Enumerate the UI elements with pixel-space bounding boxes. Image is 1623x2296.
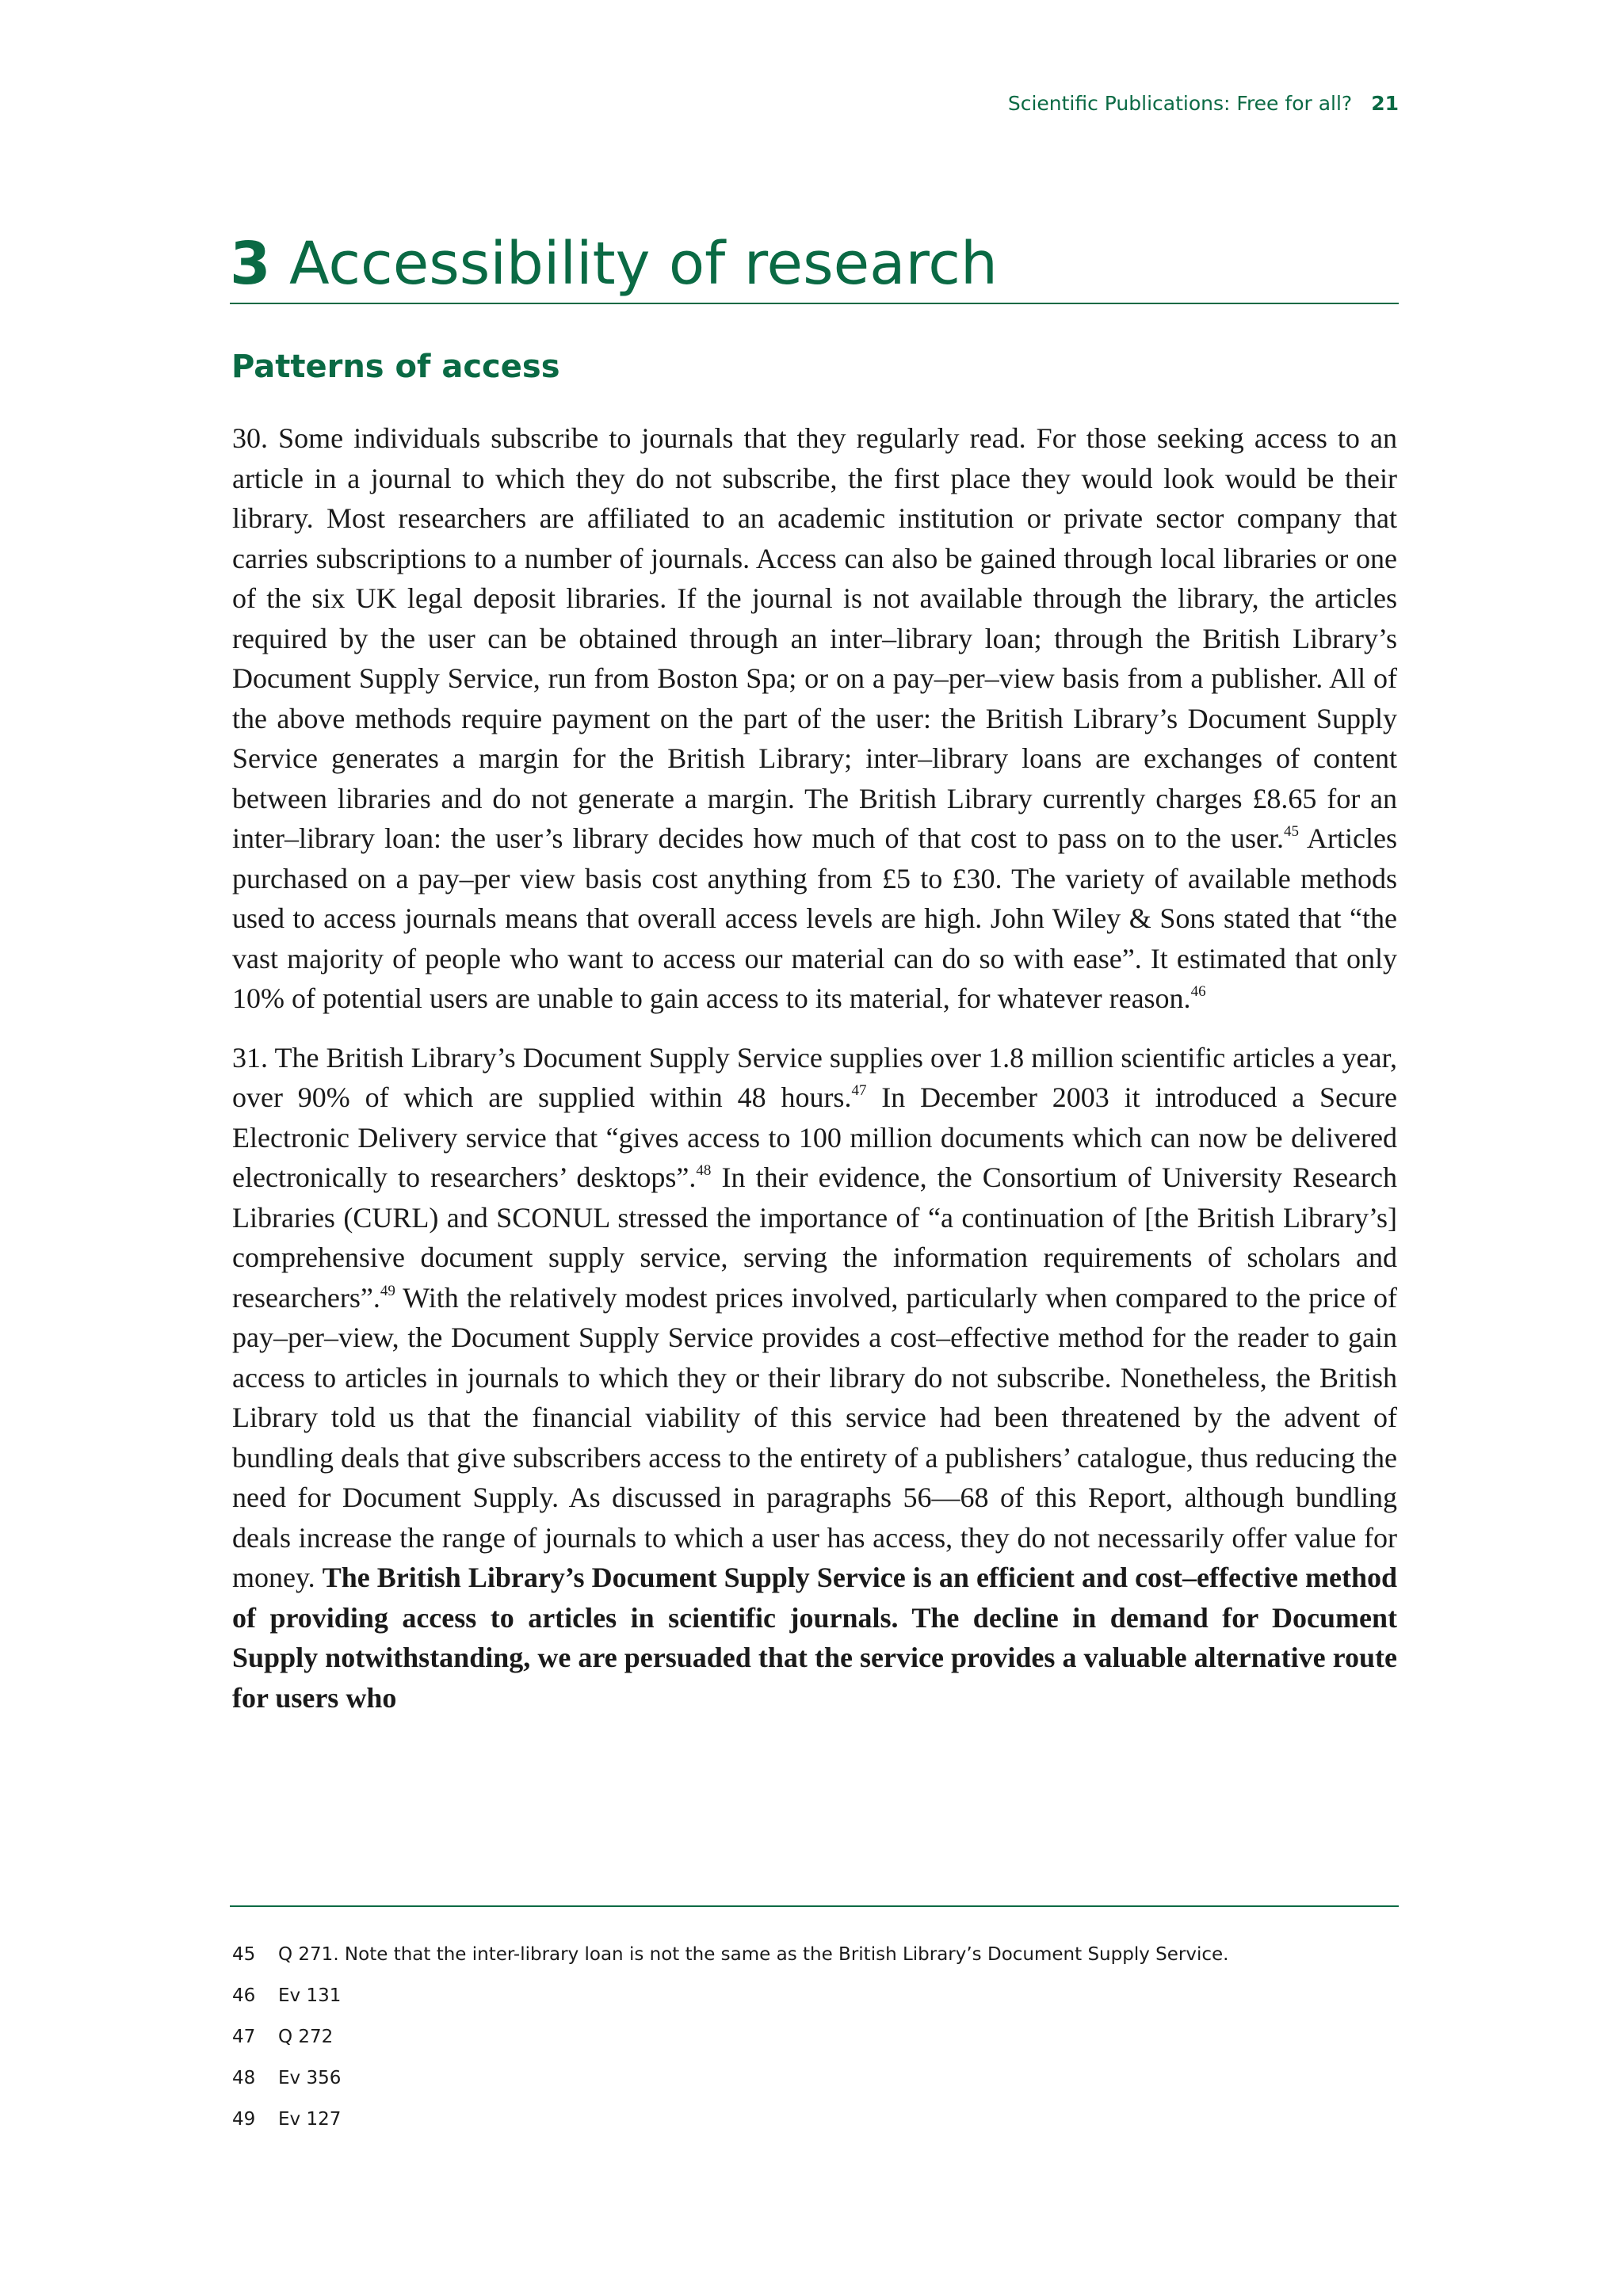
footnote-ref-49[interactable]: 49: [380, 1282, 395, 1299]
footnote-text: Q 272: [278, 2027, 334, 2047]
footnote-number: 48: [232, 2068, 256, 2088]
paragraph-31-text-a: 31. The British Library’s Document Supply Service supplies over 1.8 million scientific articles a year, over 90% of which are supplied within 48 hours.: [232, 1041, 1397, 1113]
footnote-ref-46[interactable]: 46: [1190, 983, 1206, 1000]
footnote-number: 49: [232, 2109, 256, 2130]
running-title: Scientific Publications: Free for all?: [1007, 92, 1353, 115]
footnote-text: Q 271. Note that the inter-library loan is not the same as the British Library’s Document Supply Service.: [278, 1944, 1229, 1965]
footnotes: [232, 1944, 1397, 2150]
paragraph-31-text-b: In December 2003 it introduced a Secure Electronic Delivery service that “gives access to 100 million documents which can now be delivered electronically to researchers’ desktops”.: [232, 1081, 1397, 1193]
paragraph-31-text-c: In their evidence, the Consortium of University Research Libraries (CURL) and SCONUL stressed the importance of “a continuation of [the British Library’s] comprehensive document supply service, serving the information requirements of scholars and researchers”.: [232, 1161, 1397, 1314]
section-heading: Patterns of access: [231, 349, 560, 385]
paragraph-30-text-a: 30. Some individuals subscribe to journals that they regularly read. For those seeking access to an article in a journal to which they do not subscribe, the first place they would look would be their library. Most researchers are affiliated to an academic institution or private sector company that carries subscriptions to a number of journals. Access can also be gained through local libraries or one of the six UK legal deposit libraries. If the journal is not available through the library, the articles required by the user can be obtained through an inter–library loan; through the British Library’s Document Supply Service, run from Boston Spa; or on a pay–per–view basis from a publisher. All of the above methods require payment on the part of the user: the British Library’s Document Supply Service generates a margin for the British Library; inter–library loans are exchanges of content between libraries and do not generate a margin. The British Library currently charges £8.65 for an inter–library loan: the user’s library decides how much of that cost to pass on to the user.: [232, 422, 1397, 854]
footnote-text: Ev 131: [278, 1985, 342, 2006]
footnote-47: [232, 2027, 1397, 2068]
footnote-ref-48[interactable]: 48: [696, 1162, 712, 1179]
running-header: [1008, 92, 1399, 115]
footnote-49: [232, 2109, 1397, 2150]
chapter-title: [230, 228, 1399, 304]
paragraph-31-text-d: With the relatively modest prices involved, particularly when compared to the price of pay–per–view, the Document Supply Service provides a cost–effective method for the reader to gain access to articles in journals to which they or their library do not subscribe. Nonetheless, the British Library told us that the financial viability of this service had been threatened by the advent of bundling deals that give subscribers access to the entirety of a publishers’ catalogue, thus reducing the need for Document Supply. As discussed in paragraphs 56—68 of this Report, although bundling deals increase the range of journals to which a user has access, they do not necessarily offer value for money.: [232, 1281, 1397, 1593]
chapter-title-text: Accessibility of research: [289, 230, 998, 298]
footnote-46: [232, 1985, 1397, 2027]
paragraph-30: [232, 418, 1397, 1019]
paragraph-31-conclusion: The British Library’s Document Supply Service is an efficient and cost–effective method of providing access to articles in scientific journals. The decline in demand for Document Supply notwithstanding, we are persuaded that the service provides a valuable alternative route for users who: [232, 1562, 1397, 1714]
paragraph-31: [232, 1038, 1397, 1718]
body-text: [232, 418, 1397, 1737]
footnote-divider: [230, 1905, 1399, 1907]
footnote-text: Ev 127: [278, 2109, 342, 2130]
footnote-text: Ev 356: [278, 2068, 342, 2088]
footnote-48: [232, 2068, 1397, 2109]
footnote-ref-45[interactable]: 45: [1283, 823, 1299, 840]
paragraph-30-text-b: Articles purchased on a pay–per view basis cost anything from £5 to £30. The variety of available methods used to access journals means that overall access levels are high. John Wiley & Sons stated that “the vast majority of people who want to access our material can do so with ease”. It estimated that only 10% of potential users are unable to gain access to its material, for whatever reason.: [232, 822, 1397, 1014]
footnote-ref-47[interactable]: 47: [851, 1082, 867, 1099]
page-number: 21: [1371, 92, 1399, 115]
footnote-number: 47: [232, 2027, 256, 2047]
chapter-number: 3: [230, 230, 271, 298]
footnote-45: [232, 1944, 1397, 1985]
footnote-number: 46: [232, 1985, 256, 2006]
footnote-number: 45: [232, 1944, 256, 1965]
